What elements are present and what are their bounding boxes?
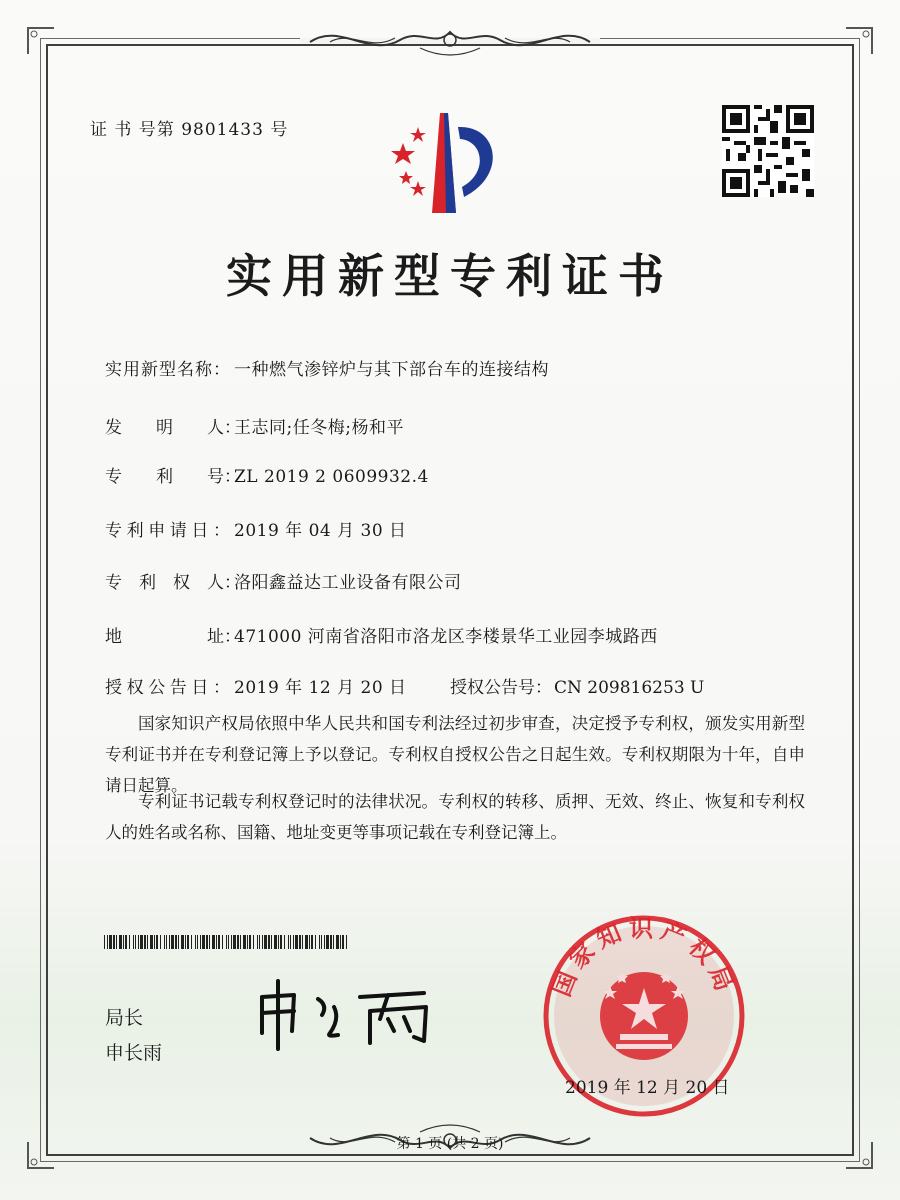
paragraph-grant-statement: 国家知识产权局依照中华人民共和国专利法经过初步审查，决定授予专利权，颁发实用新型专利证书并在专利登记簿上予以登记。专利权自授权公告之日起生效。专利权期限为十年，自申请日起算。 [105, 714, 805, 795]
field-value: 洛阳鑫益达工业设备有限公司 [234, 573, 462, 593]
field-patent-number [105, 462, 429, 487]
corner-ornament-top-left [26, 26, 56, 60]
corner-ornament-top-right [844, 26, 874, 60]
director-name: 申长雨 [105, 1042, 163, 1064]
page-number: 第 1 页 (共 2 页) [396, 1136, 504, 1152]
certificate-number: 证 书 号第 9801433 号 [90, 120, 289, 140]
field-value: CN 209816253 U [554, 678, 705, 698]
field-label: 专利申请日： [105, 521, 230, 541]
paragraph-legal-status: 专利证书记载专利权登记时的法律状况。专利权的转移、质押、无效、终止、恢复和专利权人的姓名或名称、国籍、地址变更等事项记载在专利登记簿上。 [105, 792, 805, 842]
field-label: 授权公告日： [105, 678, 230, 698]
field-label: 授权公告号： [450, 678, 552, 698]
director-signature [248, 975, 448, 1059]
seal-text: 国家知识产权局 [547, 914, 741, 1001]
field-label: 发 明 人： [105, 418, 241, 438]
field-grant-number [450, 673, 704, 698]
field-label: 专 利 权 人： [105, 573, 241, 593]
field-label: 实用新型名称： [105, 360, 230, 380]
field-value: 王志同;任冬梅;杨和平 [234, 418, 404, 438]
field-value: 471000 河南省洛阳市洛龙区李楼景华工业园李城路西 [234, 627, 658, 647]
field-label: 专 利 号： [105, 467, 241, 487]
field-inventor [105, 413, 404, 438]
field-label: 地 址： [105, 627, 241, 647]
cnipa-logo-icon [378, 105, 518, 219]
director-title: 局长 [105, 1007, 144, 1029]
seal-date: 2019 年 12 月 20 日 [565, 1078, 730, 1098]
top-ornament [300, 18, 600, 62]
field-value: 2019 年 12 月 20 日 [234, 678, 407, 698]
field-grant-date [105, 673, 407, 698]
field-address [105, 622, 658, 647]
barcode-icon [104, 934, 350, 953]
field-value: ZL 2019 2 0609932.4 [234, 467, 429, 487]
qr-code-icon[interactable] [722, 105, 814, 197]
field-application-date [105, 516, 407, 541]
field-utility-model-name [105, 355, 549, 380]
field-value: 2019 年 04 月 30 日 [234, 521, 407, 541]
field-patentee [105, 568, 462, 593]
certificate-title: 实用新型专利证书 [226, 249, 674, 303]
field-value: 一种燃气渗锌炉与其下部台车的连接结构 [234, 360, 549, 380]
